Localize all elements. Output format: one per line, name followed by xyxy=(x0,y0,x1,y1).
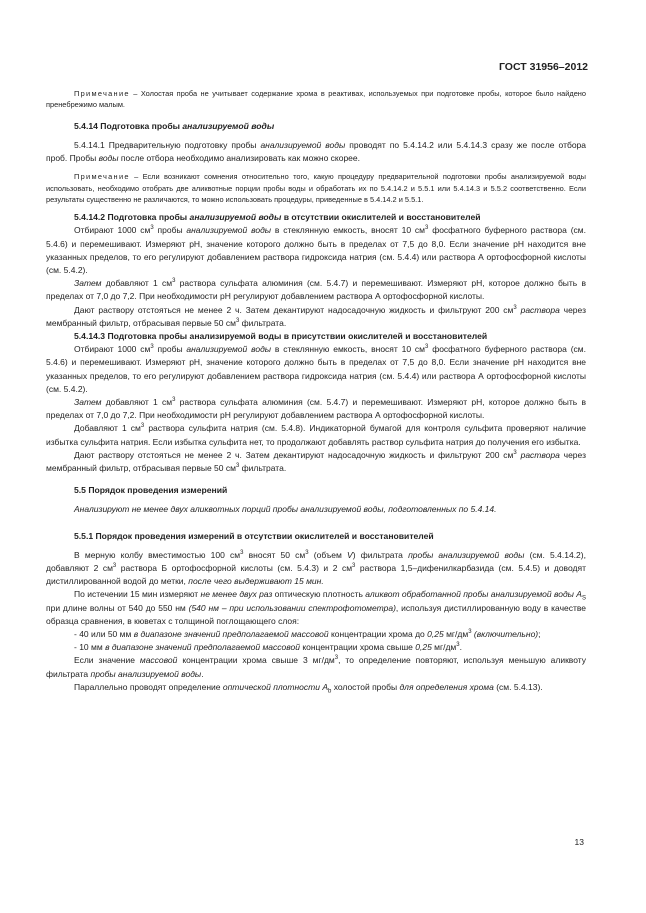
text-italic: (включительно) xyxy=(471,628,539,639)
text: раствора сульфата алюминия (см. 5.4.7) и перемешивают. Измеряют pH, которое должно быть в пределах от 7,0 до 7,2. При необходимости pH регулируют добавлением раствора А ортофосфорной кислоты. xyxy=(46,396,586,421)
section-heading-5-4-14 xyxy=(46,120,586,133)
paragraph xyxy=(46,396,586,422)
paragraph xyxy=(46,588,586,628)
text: вносят 50 см xyxy=(243,549,306,560)
text-italic: после чего выдерживают 15 мин. xyxy=(188,576,324,587)
text-italic: 0,25 xyxy=(415,642,432,653)
superscript: 3 xyxy=(172,397,176,404)
text: после отбора необходимо анализировать как можно скорее. xyxy=(118,153,360,163)
superscript: 3 xyxy=(140,423,145,430)
text: фосфатного буферного раствора (см. 5.4.6) и перемешивают. Измеряют pH, значение которого должно быть в пределах от 7,5 до 8,0. Если значение pH находится вне указанных пределов, то его регулируют добавлением раствора гидроксида натрия (см. 5.4.4) или раствора А ортофосфорной кислоты (см. 5.4.2). xyxy=(46,225,586,275)
text-italic: в диапазоне значений предполагаемой массовой xyxy=(105,642,300,653)
text-italic: пробы анализируемой воды xyxy=(408,549,525,560)
text: пробы xyxy=(153,344,187,355)
text-italic: раствора xyxy=(516,449,560,460)
superscript: 3 xyxy=(150,344,154,351)
heading-text: 5.4.14.2 Подготовка пробы xyxy=(74,212,190,223)
text: в стеклянную емкость, вносят 10 см xyxy=(271,225,426,236)
text-italic: воды xyxy=(98,153,119,163)
superscript: 3 xyxy=(334,655,339,662)
text: . xyxy=(459,642,462,653)
text: концентрации хрома до xyxy=(328,628,428,639)
superscript: 3 xyxy=(235,317,240,324)
section-heading-5-5-1: 5.5.1 Порядок проведения измерений в отсутствии окислителей и восстановителей xyxy=(74,530,434,541)
text: мг/дм xyxy=(431,642,457,653)
text-italic: 0,25 xyxy=(427,628,444,639)
text: концентрации хрома свыше 3 мг/дм xyxy=(177,655,335,666)
text: - 40 или 50 мм xyxy=(74,628,134,639)
paragraph xyxy=(46,449,586,475)
superscript: 3 xyxy=(172,278,176,285)
text: пробы xyxy=(153,225,187,236)
text: оптическую плотность xyxy=(272,589,366,600)
text: раствора сульфата алюминия (см. 5.4.7) и перемешивают. Измеряют pH, которое должно быть в пределах от 7,0 до 7,2. При необходимости pH регулируют добавлением раствора А ортофосфорной кислоты. xyxy=(46,278,586,302)
text: ) фильтрата xyxy=(352,549,409,560)
text: через мембранный фильтр, отбрасывая первые 50 см xyxy=(46,449,586,473)
paragraph xyxy=(46,654,586,680)
text: Отбирают 1000 см xyxy=(74,225,151,236)
text: добавляют 1 см xyxy=(101,396,173,407)
heading-italic: анализируемой воды xyxy=(182,120,275,131)
heading-text: в отсутствии окислителей и восстановителей xyxy=(281,212,481,223)
text: фильтрата. xyxy=(239,317,287,328)
note-label: Примечание xyxy=(74,172,130,182)
list-item xyxy=(46,628,586,641)
text-italic: для определения хрома xyxy=(399,681,494,692)
text-italic: аликвот обработанной пробы анализируемой воды A xyxy=(365,589,582,600)
page-number: 13 xyxy=(574,837,584,847)
text: добавляют 1 см xyxy=(101,278,173,289)
text: в стеклянную емкость, вносят 10 см xyxy=(271,344,426,355)
paragraph xyxy=(46,503,586,516)
text: . xyxy=(201,668,204,679)
text-italic: массовой xyxy=(139,655,178,666)
text: мг/дм xyxy=(443,628,469,639)
superscript: 3 xyxy=(240,549,244,556)
section-heading-5-4-14-2 xyxy=(46,211,586,224)
subscript: b xyxy=(328,688,332,695)
superscript: 3 xyxy=(513,304,517,311)
text: 5.4.14.1 Предварительную подготовку пробы xyxy=(74,139,261,150)
superscript: 3 xyxy=(513,449,517,456)
note-1 xyxy=(46,88,586,111)
superscript: 3 xyxy=(235,463,240,470)
text: раствора сульфита натрия (см. 5.4.8). Индикаторной бумагой для контроля сульфита проверяют наличие избытка сульфита натрия. Если избытка сульфита нет, то продолжают добавлять раствор сульфита натрия до получения его избытка. xyxy=(46,423,586,447)
heading-italic: анализируемой воды xyxy=(189,212,282,223)
text: Добавляют 1 см xyxy=(74,423,141,434)
note-label: Примечание xyxy=(74,89,130,98)
text-italic: пробы анализируемой воды xyxy=(90,668,202,679)
text: при длине волны от 540 до 550 нм xyxy=(46,602,189,613)
text: По истечении 15 мин измеряют xyxy=(74,589,201,600)
text-italic: анализируемой воды xyxy=(186,344,272,355)
note-2 xyxy=(46,171,586,205)
paragraph xyxy=(46,343,586,396)
text: проводят по 5.4.14.2 или 5.4.14.3 сразу же после отбора проб. Пробы xyxy=(46,139,587,163)
text: ; xyxy=(538,628,541,639)
text-italic: Анализируют не менее двух аликвотных порций пробы анализируемой воды, подготовленных по 5.4.14. xyxy=(74,504,497,515)
superscript: 3 xyxy=(352,563,356,570)
paragraph xyxy=(46,277,586,303)
text-italic: (540 нм – при использовании спектрофотометра) xyxy=(188,602,396,613)
text: , то определение повторяют, используя меньшую аликвоту фильтрата xyxy=(46,655,586,679)
paragraph xyxy=(46,422,586,448)
text: раствора 1,5–дифенилкарбазида (см. 5.4.5) и доводят дистиллированной водой до метки, xyxy=(46,562,586,587)
superscript: 3 xyxy=(425,344,429,351)
note-text: – Холостая проба не учитывает содержание хрома в реактивах, используемых при подготовке пробы, которое было найдено пренебрежимо малым. xyxy=(46,89,586,110)
section-heading-5-5: 5.5 Порядок проведения измерений xyxy=(74,485,228,496)
text: Параллельно проводят определение xyxy=(74,681,223,692)
text-italic: Затем xyxy=(74,278,102,289)
text: Дают раствору отстояться не менее 2 ч. Затем декантируют надосадочную жидкость и фильтруют 200 см xyxy=(74,304,514,315)
paragraph xyxy=(46,681,586,694)
text-italic: анализируемой воды xyxy=(186,225,272,236)
page-body xyxy=(46,88,586,694)
text-italic: оптической плотности A xyxy=(222,681,328,692)
superscript: 3 xyxy=(456,642,460,649)
section-heading-5-4-14-3: 5.4.14.3 Подготовка пробы анализируемой воды в присутствии окислителей и восстановителей xyxy=(74,330,488,341)
list-item xyxy=(46,641,586,654)
text: холостой пробы xyxy=(331,681,400,692)
text: В мерную колбу вместимостью 100 см xyxy=(74,549,241,560)
heading-text: 5.4.14 Подготовка пробы xyxy=(74,120,183,131)
text: концентрации хрома свыше xyxy=(299,642,416,653)
paragraph xyxy=(46,224,586,277)
text: раствора Б ортофосфорной кислоты (см. 5.4.3) и 2 см xyxy=(116,562,353,573)
text-italic: анализируемой воды xyxy=(260,139,346,150)
text-italic: раствора xyxy=(516,304,560,315)
text: фосфатного буферного раствора (см. 5.4.6) и перемешивают. Измеряют pH, значение которого должно быть в пределах от 7,5 до 8,0. Если значение pH находится вне указанных пределов, то его регулируют добавлением раствора гидроксида натрия (см. 5.4.4) или раствора А ортофосфорной кислоты (см. 5.4.2). xyxy=(46,344,586,394)
superscript: 3 xyxy=(305,549,309,556)
document-code-header: ГОСТ 31956–2012 xyxy=(498,61,588,73)
text: Отбирают 1000 см xyxy=(74,344,151,355)
paragraph xyxy=(46,304,586,330)
text-italic: V xyxy=(347,549,353,560)
paragraph-5-4-14-1 xyxy=(46,139,586,165)
text: Если значение xyxy=(74,655,140,666)
superscript: 3 xyxy=(468,629,472,636)
superscript: 3 xyxy=(112,563,117,570)
superscript: 3 xyxy=(425,225,429,232)
text: (см. 5.4.13). xyxy=(493,681,543,692)
text-italic: не менее двух раз xyxy=(200,589,273,600)
text: , используя дистиллированную воду в качестве образца сравнения, в кюветах с толщиной поглощающего слоя: xyxy=(46,602,587,626)
text: - 10 мм xyxy=(74,642,106,653)
text: Дают раствору отстояться не менее 2 ч. Затем декантируют надосадочную жидкость и фильтруют 200 см xyxy=(74,449,514,460)
text: через мембранный фильтр, отбрасывая первые 50 см xyxy=(46,304,586,328)
text: (объем xyxy=(308,549,348,560)
text: (см. 5.4.14.2), добавляют 2 см xyxy=(46,549,586,573)
text: фильтрата. xyxy=(239,462,287,473)
subscript: S xyxy=(581,596,586,603)
text-italic: Затем xyxy=(74,396,102,407)
text-italic: в диапазоне значений предполагаемой массовой xyxy=(133,628,329,639)
superscript: 3 xyxy=(150,225,154,232)
note-text: – Если возникают сомнения относительно того, какую процедуру предварительной подготовки пробы анализируемой воды использовать, необходимо отобрать две аликвотные порции пробы воды и обработать их по 5.4.14.2 и 5.5.1 или 5.4.14.3 и 5.5.2 соответственно. Если результаты существенно не различаются, то можно использовать процедуры, приведенные в 5.4.14.2 и 5.5.1. xyxy=(46,172,586,204)
paragraph xyxy=(46,549,586,589)
